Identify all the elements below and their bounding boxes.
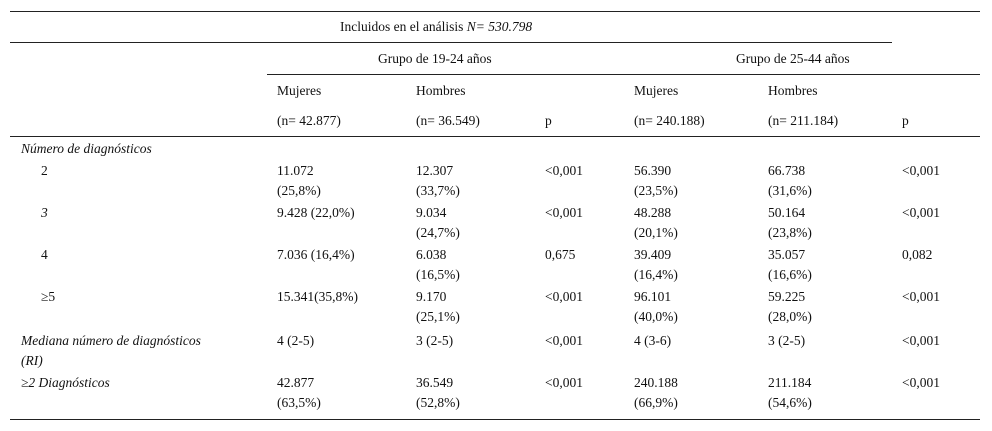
cell-r1-g2m-a: 48.288 xyxy=(634,205,672,220)
cell-r5-g1m-a: 42.877 xyxy=(277,375,315,390)
rule-header-bottom xyxy=(10,136,980,137)
cell-r3-g2h-a: 59.225 xyxy=(768,289,806,304)
included-n: N= 530.798 xyxy=(466,19,533,34)
rule-included xyxy=(10,42,892,43)
cell-r2-g1h-a: 6.038 xyxy=(416,247,447,262)
cell-r5-g2h-a: 211.184 xyxy=(768,375,812,390)
cell-r5-p2: <0,001 xyxy=(902,375,940,390)
rule-groups xyxy=(267,74,980,75)
row-label-2: 2 xyxy=(41,163,48,178)
cell-r3-g1m-a: 15.341(35,8%) xyxy=(277,289,358,304)
cell-r2-g1m-a: 7.036 (16,4%) xyxy=(277,247,355,262)
row-label-2plus: ≥2 Diagnósticos xyxy=(21,375,110,390)
g1-mujeres-n: (n= 42.877) xyxy=(277,113,341,128)
g1-p-header: p xyxy=(545,113,552,128)
cell-r2-g1h-b: (16,5%) xyxy=(416,267,460,282)
cell-r4-g2m-a: 4 (3-6) xyxy=(634,333,672,348)
cell-r0-g1h-b: (33,7%) xyxy=(416,183,460,198)
cell-r0-p1: <0,001 xyxy=(545,163,583,178)
cell-r1-p1: <0,001 xyxy=(545,205,583,220)
rule-top xyxy=(10,11,980,12)
g1-mujeres-header: Mujeres xyxy=(277,83,322,98)
cell-r5-g1h-a: 36.549 xyxy=(416,375,454,390)
cell-r3-g1h-a: 9.170 xyxy=(416,289,447,304)
cell-r1-g1h-a: 9.034 xyxy=(416,205,447,220)
g2-hombres-n: (n= 211.184) xyxy=(768,113,839,128)
cell-r2-g2h-b: (16,6%) xyxy=(768,267,812,282)
cell-r3-p2: <0,001 xyxy=(902,289,940,304)
g1-hombres-header: Hombres xyxy=(416,83,466,98)
g2-mujeres-n: (n= 240.188) xyxy=(634,113,705,128)
cell-r0-g1h-a: 12.307 xyxy=(416,163,454,178)
row-label-4: 4 xyxy=(41,247,48,262)
cell-r5-p1: <0,001 xyxy=(545,375,583,390)
cell-r3-p1: <0,001 xyxy=(545,289,583,304)
row-label-mediana-ri: (RI) xyxy=(21,353,43,368)
cell-r5-g2m-a: 240.188 xyxy=(634,375,678,390)
row-label-5plus: ≥5 xyxy=(41,289,56,304)
cell-r4-g1h-a: 3 (2-5) xyxy=(416,333,454,348)
cell-r5-g1h-b: (52,8%) xyxy=(416,395,460,410)
cell-r4-g1m-a: 4 (2-5) xyxy=(277,333,315,348)
row-label-mediana: Mediana número de diagnósticos xyxy=(21,333,201,348)
included-caption-text: Incluidos en el análisis xyxy=(340,19,467,34)
row-label-3: 3 xyxy=(41,205,48,220)
cell-r2-p1: 0,675 xyxy=(545,247,576,262)
cell-r0-g2h-b: (31,6%) xyxy=(768,183,812,198)
cell-r1-g2h-b: (23,8%) xyxy=(768,225,812,240)
cell-r1-g2h-a: 50.164 xyxy=(768,205,806,220)
cell-r2-g2m-a: 39.409 xyxy=(634,247,672,262)
cell-r2-g2m-b: (16,4%) xyxy=(634,267,678,282)
cell-r1-p2: <0,001 xyxy=(902,205,940,220)
cell-r0-g1m-a: 11.072 xyxy=(277,163,314,178)
cell-r2-p2: 0,082 xyxy=(902,247,933,262)
cell-r3-g2m-a: 96.101 xyxy=(634,289,672,304)
included-caption xyxy=(340,17,532,37)
cell-r3-g2m-b: (40,0%) xyxy=(634,309,678,324)
cell-r4-g2h-a: 3 (2-5) xyxy=(768,333,806,348)
g2-mujeres-header: Mujeres xyxy=(634,83,679,98)
cell-r1-g1m-a: 9.428 (22,0%) xyxy=(277,205,355,220)
cell-r0-p2: <0,001 xyxy=(902,163,940,178)
cell-r1-g1h-b: (24,7%) xyxy=(416,225,460,240)
group1-header: Grupo de 19-24 años xyxy=(378,51,492,66)
rule-bottom xyxy=(10,419,980,420)
cell-r0-g1m-b: (25,8%) xyxy=(277,183,321,198)
g2-p-header: p xyxy=(902,113,909,128)
cell-r2-g2h-a: 35.057 xyxy=(768,247,806,262)
cell-r3-g1h-b: (25,1%) xyxy=(416,309,460,324)
g2-hombres-header: Hombres xyxy=(768,83,818,98)
cell-r5-g1m-b: (63,5%) xyxy=(277,395,321,410)
section-title: Número de diagnósticos xyxy=(21,141,152,156)
cell-r5-g2m-b: (66,9%) xyxy=(634,395,678,410)
cell-r4-p1: <0,001 xyxy=(545,333,583,348)
cell-r1-g2m-b: (20,1%) xyxy=(634,225,678,240)
cell-r5-g2h-b: (54,6%) xyxy=(768,395,812,410)
cell-r0-g2m-b: (23,5%) xyxy=(634,183,678,198)
cell-r0-g2h-a: 66.738 xyxy=(768,163,806,178)
group2-header: Grupo de 25-44 años xyxy=(736,51,850,66)
cell-r4-p2: <0,001 xyxy=(902,333,940,348)
g1-hombres-n: (n= 36.549) xyxy=(416,113,480,128)
cell-r0-g2m-a: 56.390 xyxy=(634,163,672,178)
cell-r3-g2h-b: (28,0%) xyxy=(768,309,812,324)
